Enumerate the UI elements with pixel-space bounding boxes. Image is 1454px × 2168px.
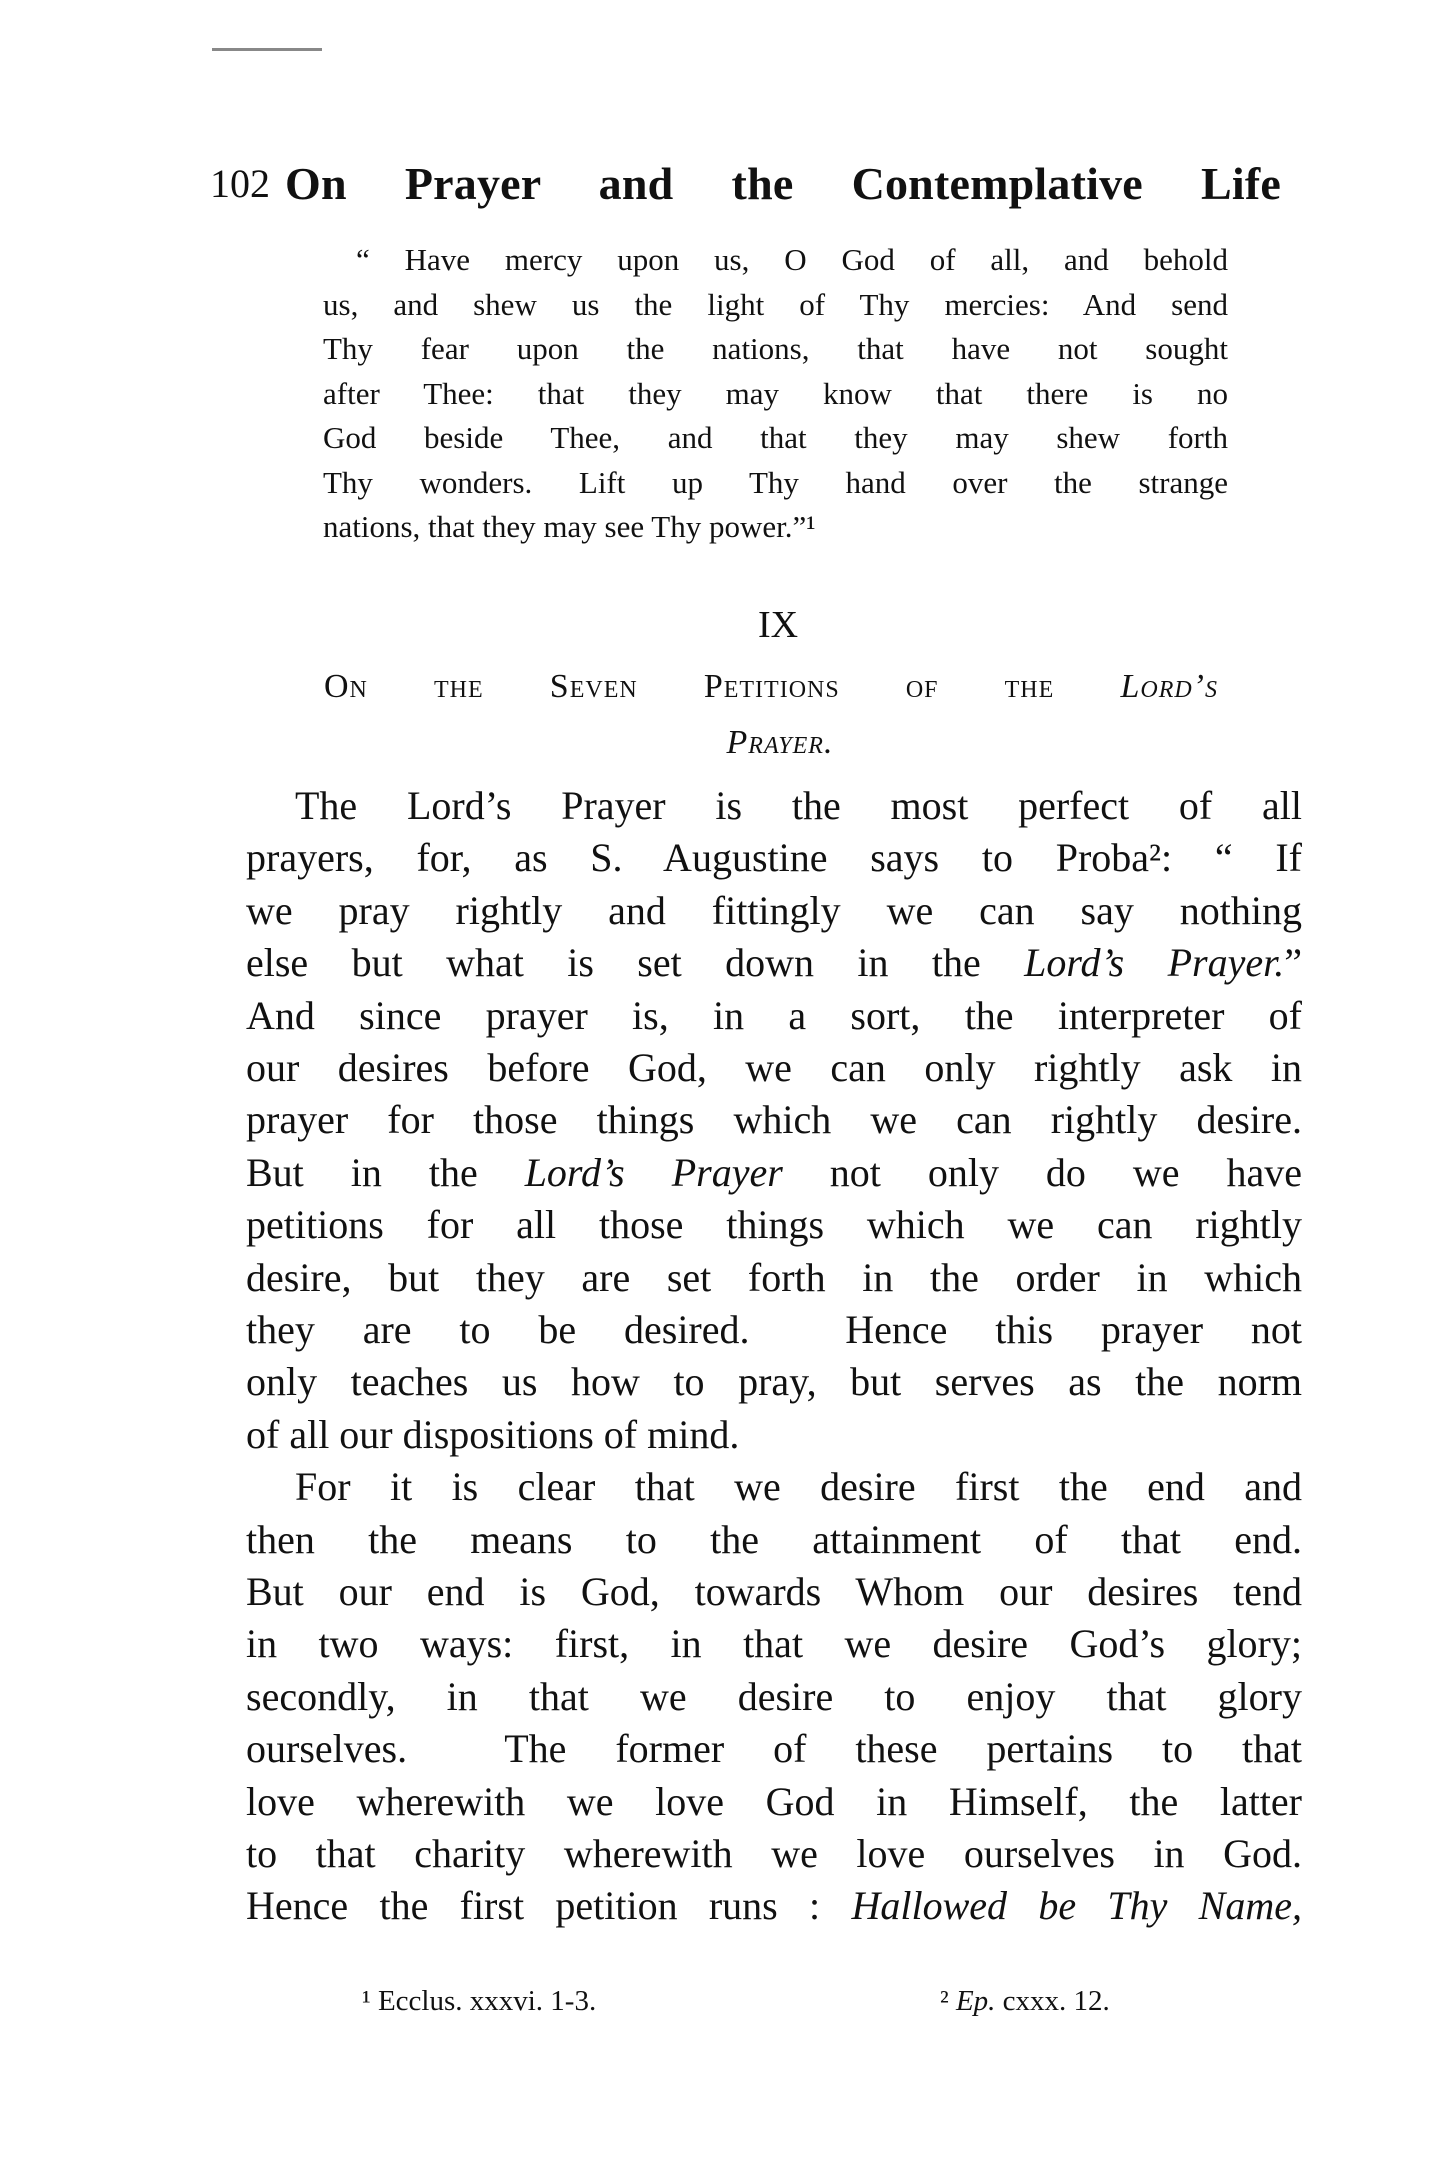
body-line	[246, 1883, 1302, 1929]
text: But in the	[246, 1149, 525, 1195]
text: to that charity wherewith we love ourselves in God.	[246, 1831, 1302, 1876]
body-line	[246, 1726, 1302, 1772]
footnote-2	[940, 1985, 1110, 2018]
footnote-text: Ecclus. xxxvi. 1-3.	[377, 1985, 597, 2017]
text: of all our dispositions of mind.	[246, 1411, 740, 1457]
text: in two ways: first, in that we desire God’s glory;	[246, 1621, 1302, 1667]
body-line	[246, 1621, 1302, 1667]
body-line	[246, 1411, 1302, 1457]
quote-line: nations, that they may see Thy power.”¹	[323, 509, 816, 544]
running-title: On Prayer and the Contemplative Life	[285, 158, 1281, 209]
body-line	[246, 1778, 1302, 1824]
text: The Lord’s Prayer is the most perfect of all	[295, 783, 1302, 828]
heading-text: On the Seven Petitions of the	[324, 668, 1055, 705]
body-line	[246, 1569, 1302, 1614]
text: And since prayer is, in a sort, the interpreter of	[246, 992, 1302, 1038]
text: ourselves. The former of these pertains to that	[246, 1726, 1302, 1772]
footnote-mark: ²	[940, 1985, 949, 2017]
text: But our end is God, towards Whom our desires tend	[246, 1569, 1302, 1614]
italic-text: Lord’s Prayer	[524, 1149, 783, 1195]
quote-line: us, and shew us the light of Thy mercies: And send	[323, 286, 1228, 322]
text: For it is clear that we desire first the end and	[295, 1464, 1302, 1510]
heading-italic: Lord’s	[1120, 668, 1219, 705]
text: we pray rightly and fittingly we can say nothing	[246, 887, 1302, 933]
body-line	[246, 1254, 1302, 1300]
body-line	[246, 1831, 1302, 1876]
body-line	[295, 1464, 1302, 1510]
body-line	[246, 992, 1302, 1038]
body-line	[246, 835, 1302, 881]
body-line	[246, 1359, 1302, 1405]
page-number: 102	[210, 161, 270, 206]
text: love wherewith we love God in Himself, the latter	[246, 1778, 1302, 1824]
text: prayers, for, as S. Augustine says to Proba²: “ If	[246, 835, 1302, 881]
quote-line: Thy wonders. Lift up Thy hand over the strange	[323, 464, 1228, 500]
footnote-text: cxxx. 12.	[1002, 1985, 1110, 2017]
text: Hence the first petition runs :	[246, 1883, 852, 1929]
body-line	[246, 1307, 1302, 1352]
text: ”	[1284, 940, 1302, 986]
quote-line: Thy fear upon the nations, that have not sought	[323, 331, 1228, 366]
italic-text: Hallowed be Thy Name,	[851, 1883, 1302, 1929]
text: then the means to the attainment of that end.	[246, 1516, 1302, 1562]
footnote-italic: Ep.	[955, 1985, 996, 2017]
chapter-heading-line-1	[324, 668, 1218, 706]
chapter-heading-line-2: Prayer.	[726, 724, 834, 761]
italic-text: Lord’s Prayer.	[1024, 940, 1285, 986]
text: petitions for all those things which we can rightly	[246, 1202, 1302, 1248]
scan-mark	[212, 48, 322, 51]
text: desire, but they are set forth in the order in which	[246, 1254, 1302, 1300]
quote-line: after Thee: that they may know that there is no	[323, 375, 1228, 411]
text: they are to be desired. Hence this prayer not	[246, 1307, 1302, 1352]
body-line	[246, 1045, 1302, 1090]
text: not only do we have	[782, 1149, 1303, 1195]
body-line	[246, 1673, 1302, 1719]
body-line	[246, 940, 1302, 986]
body-line	[246, 1516, 1302, 1562]
text: only teaches us how to pray, but serves as the norm	[246, 1359, 1302, 1405]
text: our desires before God, we can only rightly ask in	[246, 1045, 1302, 1090]
body-line	[295, 783, 1302, 828]
text: else but what is set down in the	[246, 940, 1025, 986]
text: prayer for those things which we can rightly desire.	[246, 1097, 1302, 1143]
quote-line: God beside Thee, and that they may shew forth	[323, 420, 1228, 455]
quote-line: “ Have mercy upon us, O God of all, and behold	[356, 242, 1228, 277]
footnote-1	[362, 1985, 596, 2018]
chapter-number: IX	[757, 604, 799, 646]
body-line	[246, 887, 1302, 933]
body-line	[246, 1097, 1302, 1143]
body-line	[246, 1202, 1302, 1248]
body-line	[246, 1149, 1303, 1195]
footnote-mark: ¹	[362, 1985, 371, 2017]
text: secondly, in that we desire to enjoy that glory	[246, 1673, 1302, 1719]
